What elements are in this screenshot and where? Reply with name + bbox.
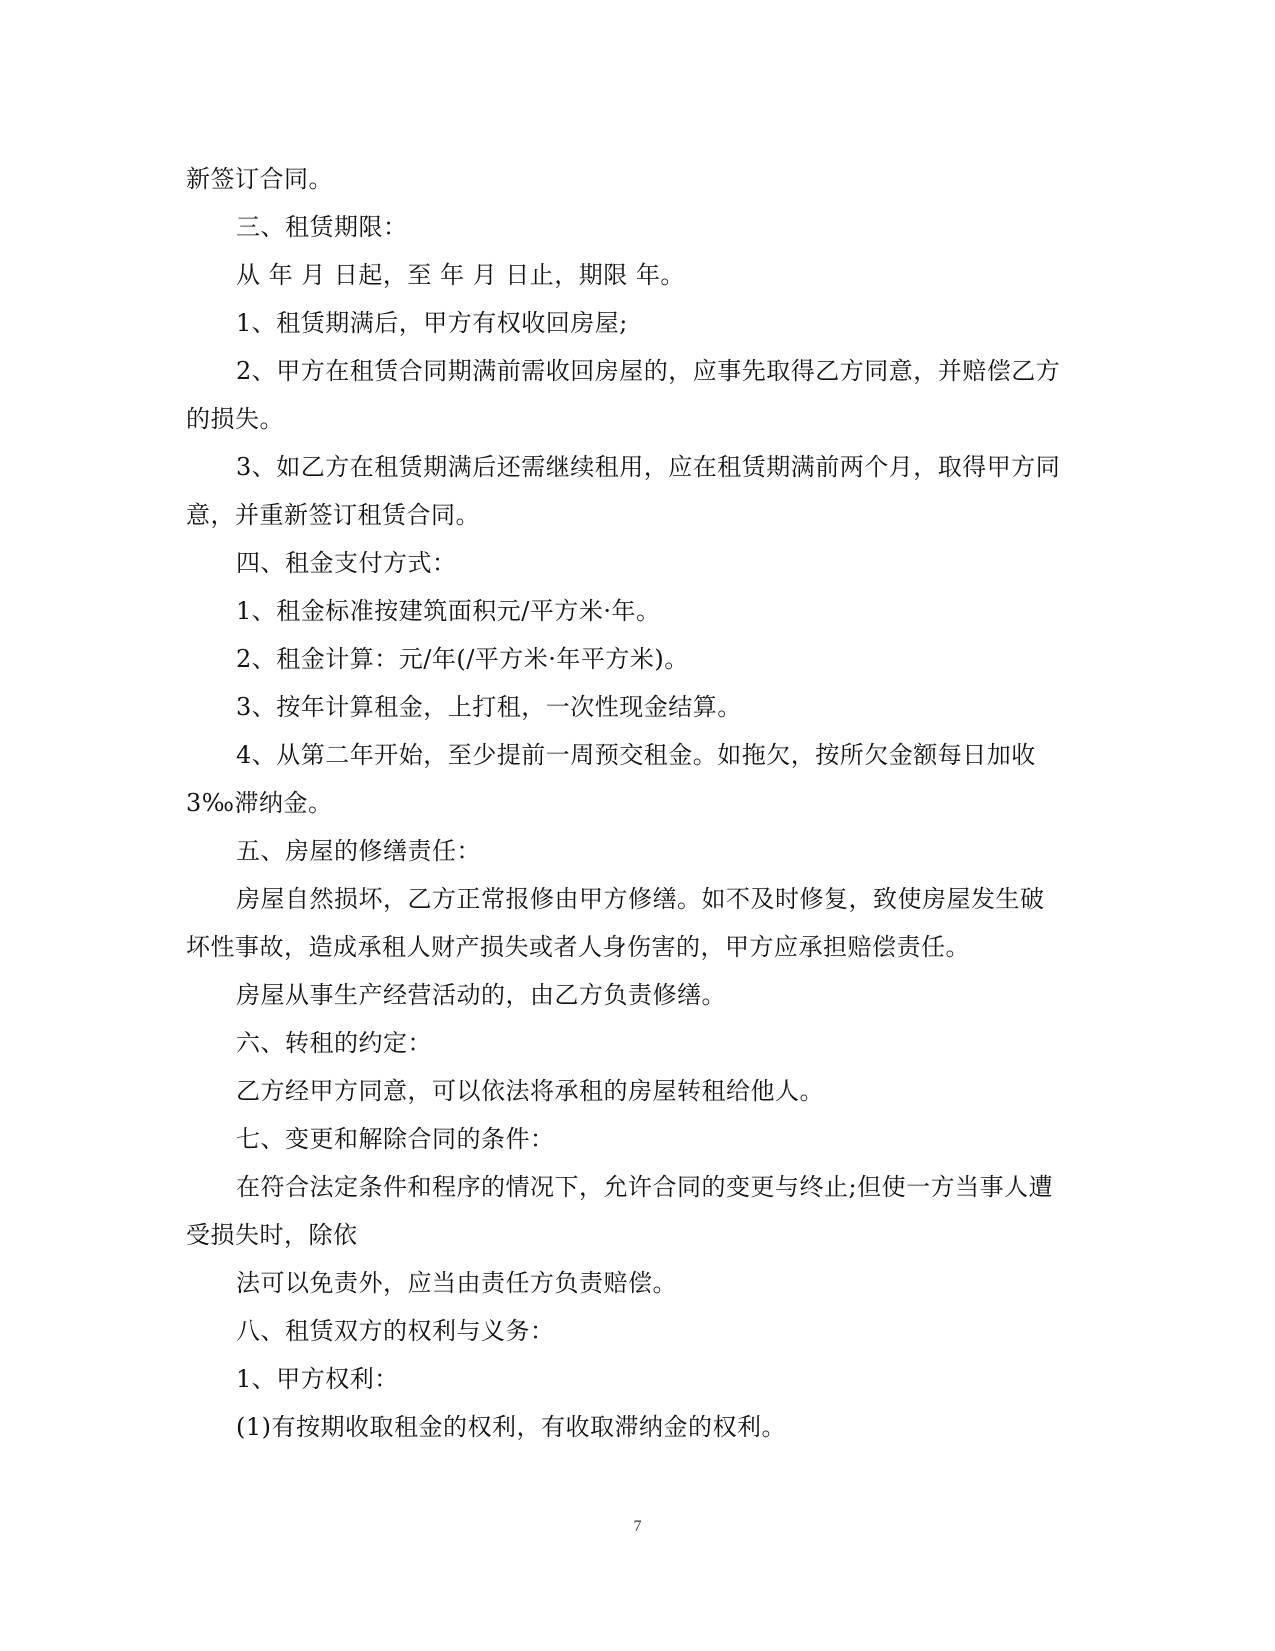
page-number: 7	[633, 1518, 642, 1535]
text-line: 2、甲方在租赁合同期满前需收回房屋的，应事先取得乙方同意，并赔偿乙方	[236, 357, 1061, 385]
text-line: (1)有按期收取租金的权利，有收取滞纳金的权利。	[236, 1413, 786, 1441]
body-text	[186, 155, 1066, 1451]
text-line: 意，并重新签订租赁合同。	[186, 501, 480, 529]
text-line: 法可以免责外，应当由责任方负责赔偿。	[236, 1269, 677, 1297]
text-line: 3、按年计算租金，上打租，一次性现金结算。	[236, 693, 742, 721]
text-line: 4、从第二年开始，至少提前一周预交租金。如拖欠，按所欠金额每日加收	[236, 741, 1036, 769]
text-line: 3‰滞纳金。	[186, 789, 333, 817]
text-line: 房屋自然损坏，乙方正常报修由甲方修缮。如不及时修复，致使房屋发生破	[236, 885, 1045, 913]
text-line: 1、租金标准按建筑面积元/平方米·年。	[236, 597, 661, 625]
text-line: 七、变更和解除合同的条件：	[236, 1125, 555, 1153]
text-line: 新签订合同。	[186, 165, 333, 193]
text-line: 坏性事故，造成承租人财产损失或者人身伤害的，甲方应承担赔偿责任。	[186, 933, 970, 961]
text-line: 3、如乙方在租赁期满后还需继续租用，应在租赁期满前两个月，取得甲方同	[236, 453, 1061, 481]
text-line: 乙方经甲方同意，可以依法将承租的房屋转租给他人。	[236, 1077, 824, 1105]
text-line: 三、租赁期限：	[236, 213, 408, 241]
text-line: 五、房屋的修缮责任：	[236, 837, 481, 865]
text-line: 1、甲方权利：	[236, 1365, 399, 1393]
text-line: 从 年 月 日起，至 年 月 日止，期限 年。	[236, 261, 685, 289]
text-line: 的损失。	[186, 405, 284, 433]
text-line: 2、租金计算：元/年(/平方米·年平方米)。	[236, 645, 689, 673]
text-line: 在符合法定条件和程序的情况下，允许合同的变更与终止;但使一方当事人遭	[236, 1173, 1054, 1201]
text-line: 1、租赁期满后，甲方有权收回房屋;	[236, 309, 628, 337]
text-line: 四、租金支付方式：	[236, 549, 457, 577]
text-line: 房屋从事生产经营活动的，由乙方负责修缮。	[236, 981, 726, 1009]
text-line: 八、租赁双方的权利与义务：	[236, 1317, 555, 1345]
text-line: 受损失时，除依	[186, 1221, 358, 1249]
text-line: 六、转租的约定：	[236, 1029, 432, 1057]
